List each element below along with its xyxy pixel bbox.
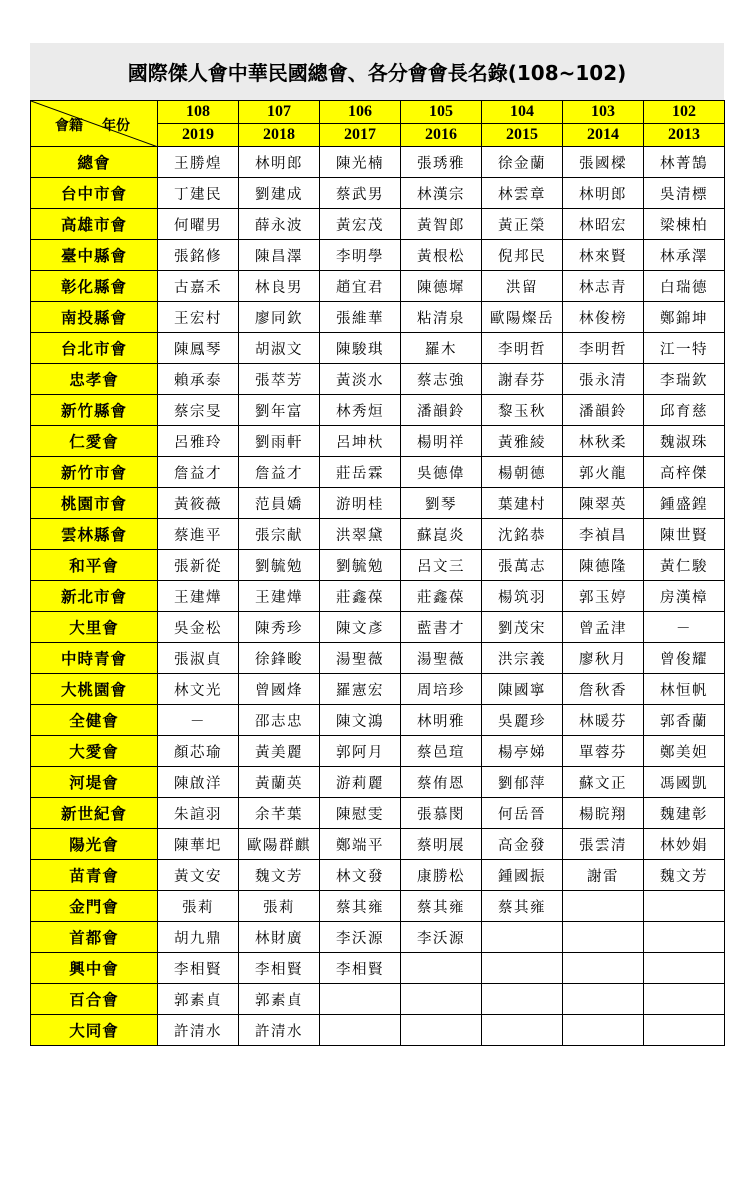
table-row xyxy=(31,364,725,395)
president-name-cell: 王宏村 xyxy=(158,302,239,333)
year-roc-header: 107 xyxy=(239,101,320,124)
president-name-cell: 徐鋒畯 xyxy=(239,643,320,674)
president-name-cell: 王勝煌 xyxy=(158,147,239,178)
table-row xyxy=(31,302,725,333)
club-name-cell: 百合會 xyxy=(31,984,158,1015)
club-name-cell: 新竹市會 xyxy=(31,457,158,488)
president-name-cell: 謝春芬 xyxy=(482,364,563,395)
president-name-cell: 李瑞欽 xyxy=(644,364,725,395)
table-row xyxy=(31,643,725,674)
president-name-cell: 薛永波 xyxy=(239,209,320,240)
president-name-cell: 鄭錦坤 xyxy=(644,302,725,333)
table-row xyxy=(31,426,725,457)
president-name-cell: 陳德隆 xyxy=(563,550,644,581)
president-name-cell: 鍾國振 xyxy=(482,860,563,891)
president-name-cell: 魏文芳 xyxy=(644,860,725,891)
president-name-cell: 詹秋香 xyxy=(563,674,644,705)
president-name-cell: 胡九鼎 xyxy=(158,922,239,953)
president-name-cell: 張宗献 xyxy=(239,519,320,550)
year-ad-header: 2014 xyxy=(563,124,644,147)
table-row xyxy=(31,519,725,550)
president-name-cell xyxy=(482,922,563,953)
table-row xyxy=(31,798,725,829)
president-name-cell: 廖秋月 xyxy=(563,643,644,674)
president-name-cell: 歐陽群麒 xyxy=(239,829,320,860)
club-name-cell: 全健會 xyxy=(31,705,158,736)
president-name-cell: 林承澤 xyxy=(644,240,725,271)
president-name-cell: 楊亭娣 xyxy=(482,736,563,767)
president-name-cell: 莊岳霖 xyxy=(320,457,401,488)
president-name-cell: 黃仁駿 xyxy=(644,550,725,581)
table-row xyxy=(31,271,725,302)
president-name-cell: 陳昌澤 xyxy=(239,240,320,271)
president-name-cell: 張國樑 xyxy=(563,147,644,178)
president-name-cell: 蔡志強 xyxy=(401,364,482,395)
president-name-cell: 鍾盛鍠 xyxy=(644,488,725,519)
president-name-cell: 陳德墀 xyxy=(401,271,482,302)
club-name-cell: 臺中縣會 xyxy=(31,240,158,271)
president-name-cell: 詹益才 xyxy=(158,457,239,488)
president-name-cell: 陳啟洋 xyxy=(158,767,239,798)
president-name-cell: 黃美麗 xyxy=(239,736,320,767)
president-name-cell: 黃雅綾 xyxy=(482,426,563,457)
president-name-cell: 蘇崑炎 xyxy=(401,519,482,550)
president-name-cell: 賴承泰 xyxy=(158,364,239,395)
table-row xyxy=(31,829,725,860)
club-name-cell: 雲林縣會 xyxy=(31,519,158,550)
president-name-cell: 張莉 xyxy=(239,891,320,922)
president-name-cell: 呂雅玲 xyxy=(158,426,239,457)
year-roc-header: 108 xyxy=(158,101,239,124)
club-name-cell: 苗青會 xyxy=(31,860,158,891)
club-name-cell: 台北市會 xyxy=(31,333,158,364)
president-name-cell: 林明郎 xyxy=(239,147,320,178)
president-name-cell: 呂坤杕 xyxy=(320,426,401,457)
president-name-cell: 單蓉芬 xyxy=(563,736,644,767)
president-name-cell: 呂文三 xyxy=(401,550,482,581)
president-name-cell: 蔡侑恩 xyxy=(401,767,482,798)
president-name-cell: 周培珍 xyxy=(401,674,482,705)
president-name-cell: 蔡武男 xyxy=(320,178,401,209)
president-name-cell: 何岳晉 xyxy=(482,798,563,829)
club-name-cell: 忠孝會 xyxy=(31,364,158,395)
president-name-cell: 江一特 xyxy=(644,333,725,364)
president-name-cell: 蘇文正 xyxy=(563,767,644,798)
president-name-cell: 湯聖薇 xyxy=(320,643,401,674)
president-name-cell: 陳駿琪 xyxy=(320,333,401,364)
table-row xyxy=(31,550,725,581)
year-roc-header: 104 xyxy=(482,101,563,124)
president-name-cell: 林文發 xyxy=(320,860,401,891)
president-name-cell xyxy=(320,984,401,1015)
president-name-cell: 鄭端平 xyxy=(320,829,401,860)
president-name-cell: 邱育慈 xyxy=(644,395,725,426)
president-name-cell: 黃淡水 xyxy=(320,364,401,395)
president-name-cell: 魏淑珠 xyxy=(644,426,725,457)
president-name-cell: 吳麗珍 xyxy=(482,705,563,736)
year-ad-header: 2019 xyxy=(158,124,239,147)
president-name-cell: 楊睆翔 xyxy=(563,798,644,829)
president-name-cell: 曾國烽 xyxy=(239,674,320,705)
year-roc-header: 103 xyxy=(563,101,644,124)
president-name-cell xyxy=(482,953,563,984)
president-name-cell: 粘清泉 xyxy=(401,302,482,333)
president-name-cell: 李沃源 xyxy=(320,922,401,953)
president-name-cell: 高金發 xyxy=(482,829,563,860)
president-name-cell: 蔡進平 xyxy=(158,519,239,550)
year-ad-header: 2016 xyxy=(401,124,482,147)
table-row xyxy=(31,922,725,953)
president-name-cell: 葉建村 xyxy=(482,488,563,519)
table-row xyxy=(31,612,725,643)
president-name-cell: 蔡宗旻 xyxy=(158,395,239,426)
president-name-cell: 馮國凱 xyxy=(644,767,725,798)
president-name-cell: 游明桂 xyxy=(320,488,401,519)
club-name-cell: 金門會 xyxy=(31,891,158,922)
year-ad-header: 2013 xyxy=(644,124,725,147)
club-name-cell: 大桃園會 xyxy=(31,674,158,705)
president-name-cell xyxy=(563,984,644,1015)
club-name-cell: 仁愛會 xyxy=(31,426,158,457)
table-row xyxy=(31,395,725,426)
president-name-cell: 洪翠黛 xyxy=(320,519,401,550)
president-name-cell: 郭阿月 xyxy=(320,736,401,767)
president-name-cell: 李相賢 xyxy=(239,953,320,984)
corner-label-year: 年份 xyxy=(102,118,130,134)
club-name-cell: 大里會 xyxy=(31,612,158,643)
president-name-cell: 吳清標 xyxy=(644,178,725,209)
header-row-roc xyxy=(31,101,725,124)
president-name-cell: 林妙娟 xyxy=(644,829,725,860)
president-name-cell: 張永清 xyxy=(563,364,644,395)
club-name-cell: 總會 xyxy=(31,147,158,178)
club-name-cell: 桃園市會 xyxy=(31,488,158,519)
president-name-cell: 張淑貞 xyxy=(158,643,239,674)
president-name-cell: 張莉 xyxy=(158,891,239,922)
club-name-cell: 新竹縣會 xyxy=(31,395,158,426)
president-name-cell: 吳德偉 xyxy=(401,457,482,488)
president-name-cell: 羅木 xyxy=(401,333,482,364)
president-name-cell: 陳光楠 xyxy=(320,147,401,178)
president-name-cell: 黃文安 xyxy=(158,860,239,891)
president-name-cell: 劉琴 xyxy=(401,488,482,519)
president-name-cell xyxy=(563,953,644,984)
president-name-cell: 羅憲宏 xyxy=(320,674,401,705)
president-name-cell: 張萬志 xyxy=(482,550,563,581)
president-name-cell: 郭素貞 xyxy=(239,984,320,1015)
president-name-cell xyxy=(644,953,725,984)
president-name-cell: 陳文彥 xyxy=(320,612,401,643)
president-name-cell: 蔡邑瑄 xyxy=(401,736,482,767)
president-name-cell: 范員嬌 xyxy=(239,488,320,519)
president-name-cell: 許清水 xyxy=(239,1015,320,1046)
president-name-cell xyxy=(320,1015,401,1046)
president-name-cell: 陳秀珍 xyxy=(239,612,320,643)
table-row xyxy=(31,674,725,705)
president-name-cell: 許清水 xyxy=(158,1015,239,1046)
president-name-cell: 游莉麗 xyxy=(320,767,401,798)
president-name-cell xyxy=(482,1015,563,1046)
table-row xyxy=(31,333,725,364)
president-name-cell: 詹益才 xyxy=(239,457,320,488)
president-name-cell: 徐金蘭 xyxy=(482,147,563,178)
club-name-cell: 中時青會 xyxy=(31,643,158,674)
club-name-cell: 高雄市會 xyxy=(31,209,158,240)
table-row xyxy=(31,891,725,922)
president-name-cell: 張新從 xyxy=(158,550,239,581)
president-name-cell: 陳國寧 xyxy=(482,674,563,705)
table-row xyxy=(31,488,725,519)
table-row xyxy=(31,209,725,240)
roster-sheet xyxy=(30,43,724,1046)
president-name-cell: 李明學 xyxy=(320,240,401,271)
table-row xyxy=(31,581,725,612)
club-name-cell: 和平會 xyxy=(31,550,158,581)
president-name-cell: 李相賢 xyxy=(158,953,239,984)
president-name-cell: 林暖芬 xyxy=(563,705,644,736)
president-name-cell: 王建燁 xyxy=(239,581,320,612)
year-roc-header: 105 xyxy=(401,101,482,124)
president-name-cell: － xyxy=(644,612,725,643)
president-name-cell xyxy=(563,922,644,953)
president-name-cell xyxy=(644,984,725,1015)
president-name-cell: 曾俊耀 xyxy=(644,643,725,674)
president-name-cell: 蔡明展 xyxy=(401,829,482,860)
president-name-cell: 林來賢 xyxy=(563,240,644,271)
table-row xyxy=(31,178,725,209)
president-name-cell: 郭素貞 xyxy=(158,984,239,1015)
president-name-cell: 蔡其雍 xyxy=(401,891,482,922)
president-name-cell: 莊鑫葆 xyxy=(401,581,482,612)
club-name-cell: 大同會 xyxy=(31,1015,158,1046)
president-roster-table xyxy=(30,100,725,1046)
president-name-cell: 高梓傑 xyxy=(644,457,725,488)
president-name-cell: 藍書才 xyxy=(401,612,482,643)
corner-header-cell xyxy=(31,101,158,147)
club-name-cell: 河堤會 xyxy=(31,767,158,798)
president-name-cell xyxy=(401,984,482,1015)
club-name-cell: 首都會 xyxy=(31,922,158,953)
president-name-cell: 楊明祥 xyxy=(401,426,482,457)
president-name-cell: 陳翠英 xyxy=(563,488,644,519)
president-name-cell: 余芊葉 xyxy=(239,798,320,829)
table-row xyxy=(31,147,725,178)
president-name-cell: 林文光 xyxy=(158,674,239,705)
president-name-cell xyxy=(482,984,563,1015)
president-name-cell: 楊朝德 xyxy=(482,457,563,488)
president-name-cell: 黃根松 xyxy=(401,240,482,271)
president-name-cell xyxy=(644,922,725,953)
club-name-cell: 興中會 xyxy=(31,953,158,984)
president-name-cell: 林財廣 xyxy=(239,922,320,953)
president-name-cell: 張慕閔 xyxy=(401,798,482,829)
page-title: 國際傑人會中華民國總會、各分會會長名錄(108~102) xyxy=(30,43,724,100)
president-name-cell xyxy=(644,1015,725,1046)
president-name-cell: 胡淑文 xyxy=(239,333,320,364)
president-name-cell: 白瑞德 xyxy=(644,271,725,302)
table-row xyxy=(31,240,725,271)
table-row xyxy=(31,860,725,891)
club-name-cell: 新北市會 xyxy=(31,581,158,612)
table-row xyxy=(31,767,725,798)
president-name-cell: 劉毓勉 xyxy=(320,550,401,581)
president-name-cell: 陳鳳琴 xyxy=(158,333,239,364)
year-roc-header: 102 xyxy=(644,101,725,124)
president-name-cell: 林昭宏 xyxy=(563,209,644,240)
president-name-cell: 康勝松 xyxy=(401,860,482,891)
president-name-cell xyxy=(401,953,482,984)
president-name-cell: 林秋柔 xyxy=(563,426,644,457)
president-name-cell: 劉茂宋 xyxy=(482,612,563,643)
club-name-cell: 台中市會 xyxy=(31,178,158,209)
president-name-cell: 李禎昌 xyxy=(563,519,644,550)
president-name-cell: 莊鑫葆 xyxy=(320,581,401,612)
president-name-cell: 林雲章 xyxy=(482,178,563,209)
president-name-cell: 何曜男 xyxy=(158,209,239,240)
president-name-cell: 王建燁 xyxy=(158,581,239,612)
president-name-cell: 陳慰雯 xyxy=(320,798,401,829)
president-name-cell: 吳金松 xyxy=(158,612,239,643)
president-name-cell: 林秀烜 xyxy=(320,395,401,426)
year-ad-header: 2017 xyxy=(320,124,401,147)
president-name-cell: 李明哲 xyxy=(482,333,563,364)
president-name-cell: 邵志忠 xyxy=(239,705,320,736)
president-name-cell: 黃宏茂 xyxy=(320,209,401,240)
president-name-cell: 黃筱薇 xyxy=(158,488,239,519)
president-name-cell: 鄭美妲 xyxy=(644,736,725,767)
table-row xyxy=(31,705,725,736)
table-row xyxy=(31,1015,725,1046)
year-roc-header: 106 xyxy=(320,101,401,124)
president-name-cell: 丁建民 xyxy=(158,178,239,209)
president-name-cell: 李相賢 xyxy=(320,953,401,984)
president-name-cell: 黃正榮 xyxy=(482,209,563,240)
president-name-cell: 林俊榜 xyxy=(563,302,644,333)
club-name-cell: 南投縣會 xyxy=(31,302,158,333)
president-name-cell: 張琇雅 xyxy=(401,147,482,178)
president-name-cell: 房漢樟 xyxy=(644,581,725,612)
president-name-cell: 劉年富 xyxy=(239,395,320,426)
table-row xyxy=(31,984,725,1015)
year-ad-header: 2018 xyxy=(239,124,320,147)
president-name-cell: 潘韻鈴 xyxy=(401,395,482,426)
president-name-cell: 郭火龍 xyxy=(563,457,644,488)
president-name-cell: 黎玉秋 xyxy=(482,395,563,426)
president-name-cell: 湯聖薇 xyxy=(401,643,482,674)
president-name-cell: 陳華圯 xyxy=(158,829,239,860)
president-name-cell: 李明哲 xyxy=(563,333,644,364)
year-ad-header: 2015 xyxy=(482,124,563,147)
president-name-cell: 黃智郎 xyxy=(401,209,482,240)
president-name-cell: 林菁鵠 xyxy=(644,147,725,178)
president-name-cell: 劉毓勉 xyxy=(239,550,320,581)
president-name-cell: 陳世賢 xyxy=(644,519,725,550)
president-name-cell: 劉郁萍 xyxy=(482,767,563,798)
president-name-cell: － xyxy=(158,705,239,736)
president-name-cell: 劉雨軒 xyxy=(239,426,320,457)
president-name-cell: 郭香蘭 xyxy=(644,705,725,736)
president-name-cell: 楊筑羽 xyxy=(482,581,563,612)
corner-label-membership: 會籍 xyxy=(55,118,83,134)
president-name-cell: 蔡其雍 xyxy=(482,891,563,922)
president-name-cell xyxy=(563,891,644,922)
president-name-cell: 歐陽燦岳 xyxy=(482,302,563,333)
president-name-cell: 林明雅 xyxy=(401,705,482,736)
president-name-cell: 魏建彰 xyxy=(644,798,725,829)
president-name-cell: 張銘修 xyxy=(158,240,239,271)
president-name-cell: 顏芯瑜 xyxy=(158,736,239,767)
president-name-cell: 張雲清 xyxy=(563,829,644,860)
diagonal-line xyxy=(31,101,158,147)
president-name-cell: 蔡其雍 xyxy=(320,891,401,922)
club-name-cell: 彰化縣會 xyxy=(31,271,158,302)
president-name-cell: 林恒帆 xyxy=(644,674,725,705)
president-name-cell: 梁棟柏 xyxy=(644,209,725,240)
president-name-cell: 劉建成 xyxy=(239,178,320,209)
president-name-cell: 黃蘭英 xyxy=(239,767,320,798)
table-row xyxy=(31,953,725,984)
president-name-cell xyxy=(401,1015,482,1046)
president-name-cell xyxy=(563,1015,644,1046)
president-name-cell: 沈銘恭 xyxy=(482,519,563,550)
president-name-cell: 張萃芳 xyxy=(239,364,320,395)
president-name-cell: 洪宗義 xyxy=(482,643,563,674)
president-name-cell: 林明郎 xyxy=(563,178,644,209)
president-name-cell: 謝雷 xyxy=(563,860,644,891)
president-name-cell: 倪邦民 xyxy=(482,240,563,271)
table-row xyxy=(31,736,725,767)
club-name-cell: 陽光會 xyxy=(31,829,158,860)
president-name-cell: 林良男 xyxy=(239,271,320,302)
president-name-cell: 陳文鴻 xyxy=(320,705,401,736)
president-name-cell: 林漢宗 xyxy=(401,178,482,209)
president-name-cell: 廖同欽 xyxy=(239,302,320,333)
president-name-cell: 郭玉婷 xyxy=(563,581,644,612)
president-name-cell: 朱諠羽 xyxy=(158,798,239,829)
club-name-cell: 新世紀會 xyxy=(31,798,158,829)
president-name-cell: 曾孟津 xyxy=(563,612,644,643)
president-name-cell xyxy=(644,891,725,922)
club-name-cell: 大愛會 xyxy=(31,736,158,767)
president-name-cell: 古嘉禾 xyxy=(158,271,239,302)
table-row xyxy=(31,457,725,488)
president-name-cell: 魏文芳 xyxy=(239,860,320,891)
president-name-cell: 潘韻鈴 xyxy=(563,395,644,426)
president-name-cell: 李沃源 xyxy=(401,922,482,953)
president-name-cell: 張維華 xyxy=(320,302,401,333)
president-name-cell: 趙宜君 xyxy=(320,271,401,302)
president-name-cell: 洪留 xyxy=(482,271,563,302)
president-name-cell: 林志青 xyxy=(563,271,644,302)
